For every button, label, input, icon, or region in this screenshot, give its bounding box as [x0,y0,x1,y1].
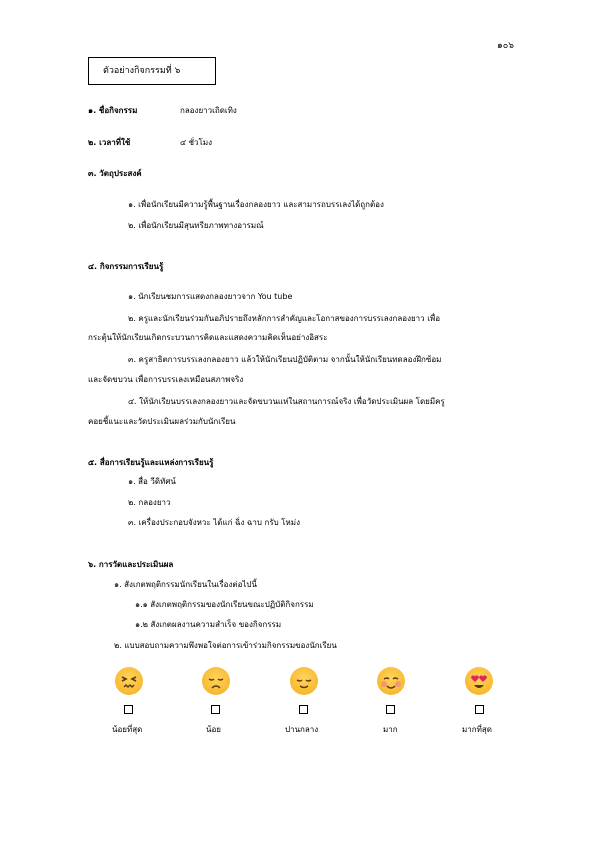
heart-eyes-face-icon [465,667,493,695]
rating-label: น้อย [206,725,221,734]
evaluation-item: ๑.๑ สังเกตพฤติกรรมของนักเรียนขณะปฏิบัติกิจกรรม [135,600,314,609]
section-6-label: ๖. การวัดและประเมินผล [88,560,174,569]
title-box [88,57,216,85]
activity-name: กลองยาวเถิดเทิง [180,106,237,115]
disappointed-face-icon [202,667,230,695]
page-title: ตัวอย่างกิจกรรมที่ ๖ [103,66,181,76]
rating-checkbox[interactable] [475,705,484,714]
time-used: ๔ ชั่วโมง [180,138,212,147]
rating-label: มาก [383,725,398,734]
rating-label: น้อยที่สุด [112,725,143,734]
section-1-label: ๑. ชื่อกิจกรรม [88,106,138,115]
relieved-face-icon [290,667,318,695]
activity-line: และจัดขบวน เพื่อการบรรเลงเหมือนสภาพจริง [88,375,244,384]
section-5-label: ๕. สื่อการเรียนรู้และแหล่งการเรียนรู้ [88,458,214,467]
activity-line: ๑. นักเรียนชมการแสดงกลองยาวจาก You tube [128,292,293,301]
rating-checkbox[interactable] [299,705,308,714]
evaluation-sub1: ๑. สังเกตพฤติกรรมนักเรียนในเรื่องต่อไปนี้ [114,580,257,589]
rating-label: ปานกลาง [285,725,319,734]
objective-item: ๑. เพื่อนักเรียนมีความรู้พื้นฐานเรื่องกลองยาว และสามารถบรรเลงได้ถูกต้อง [128,200,384,209]
rating-checkbox[interactable] [211,705,220,714]
rating-checkbox[interactable] [124,705,133,714]
activity-line: ๓. ครูสาธิตการบรรเลงกลองยาว แล้วให้นักเรียนปฏิบัติตาม จากนั้นให้นักเรียนทดลองฝึกซ้อม [128,355,442,364]
evaluation-sub2: ๒. แบบสอบถามความพึงพอใจต่อการเข้าร่วมกิจกรรมของนักเรียน [114,641,337,650]
media-item: ๓. เครื่องประกอบจังหวะ ได้แก่ ฉิ่ง ฉาบ กรับ โหม่ง [128,518,300,527]
activity-line: ๔. ให้นักเรียนบรรเลงกลองยาวและจัดขบวนแห่ในสถานการณ์จริง เพื่อวัดประเมินผล โดยมีครู [128,397,445,406]
section-2-label: ๒. เวลาที่ใช้ [88,138,131,147]
section-4-label: ๔. กิจกรรมการเรียนรู้ [88,262,164,271]
activity-line: คอยชี้แนะและวัดประเมินผลร่วมกับนักเรียน [88,417,236,426]
smiling-face-icon [377,667,405,695]
rating-checkbox[interactable] [386,705,395,714]
confounded-face-icon [115,667,143,695]
section-3-label: ๓. วัตถุประสงค์ [88,169,142,178]
rating-label: มากที่สุด [462,725,492,734]
media-item: ๑. สื่อ วีดิทัศน์ [128,477,176,486]
activity-line: ๒. ครูและนักเรียนร่วมกันอภิปรายถึงหลักการสำคัญและโอกาสของการบรรเลงกลองยาว เพื่อ [128,314,441,323]
page-number: ๑๐๖ [497,41,514,51]
objective-item: ๒. เพื่อนักเรียนมีสุนทรียภาพทางอารมณ์ [128,221,264,230]
media-item: ๒. กลองยาว [128,498,171,507]
evaluation-item: ๑.๒ สังเกตผลงานความสำเร็จ ของกิจกรรม [135,620,282,629]
activity-line: กระตุ้นให้นักเรียนเกิดกระบวนการคิดและแสดงความคิดเห็นอย่างอิสระ [88,333,328,342]
